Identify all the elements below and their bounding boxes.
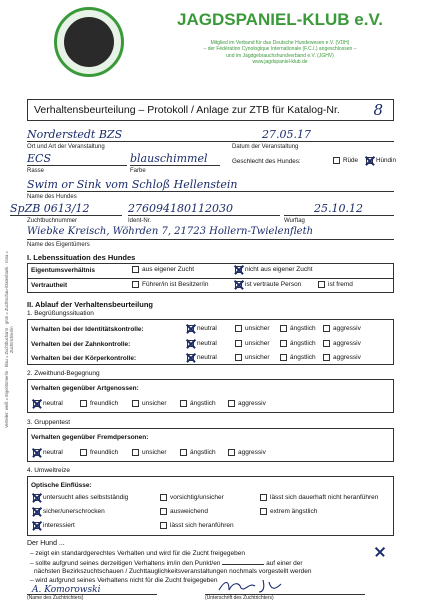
section-2-title: II. Ablauf der Verhaltensbeurteilung bbox=[27, 300, 153, 309]
teeth-anxious-checkbox[interactable] bbox=[280, 340, 287, 347]
dog-insecure-checkbox[interactable] bbox=[132, 400, 139, 407]
points-blank[interactable] bbox=[222, 564, 264, 565]
own-breeding-option[interactable]: aus eigener Zucht bbox=[132, 266, 194, 273]
teeth-neutral-option[interactable]: neutral bbox=[187, 340, 217, 347]
subsection-group-test: 3. Gruppentest bbox=[27, 419, 70, 426]
not-own-breeding-checkbox[interactable] bbox=[235, 266, 242, 273]
env-never-approach-option[interactable]: lässt sich dauerhaft nicht heranführen bbox=[260, 494, 378, 501]
people-insecure-option[interactable]: unsicher bbox=[132, 449, 167, 456]
owner-label: Name des Eigentümers bbox=[27, 242, 90, 248]
dog-name-field[interactable]: Swim or Sink vom Schloß Hellenstein bbox=[27, 178, 394, 192]
subsection-second-dog: 2. Zweithund-Begegnung bbox=[27, 370, 100, 377]
whelp-label: Wurftag bbox=[284, 218, 305, 224]
club-name: JAGDSPANIEL-KLUB e.V. bbox=[177, 10, 383, 29]
form-title-box bbox=[27, 99, 394, 121]
people-neutral-checkbox[interactable] bbox=[33, 449, 40, 456]
trusted-person-option[interactable]: ist vertraute Person bbox=[235, 281, 301, 288]
env-extremely-anxious-option[interactable]: extrem ängstlich bbox=[260, 508, 317, 515]
people-aggressive-option[interactable]: aggressiv bbox=[228, 449, 266, 456]
club-affiliations: Mitglied im Verband für das Deutsche Hundewesen e.V. (VDH) – der Fédération Cynologique Internationale (F.C.I.) angeschlossen – und im Jagdgebrauchshundverband e.V. (JGHV) www.jagdspaniel-klub.de bbox=[203, 40, 357, 65]
chip-label: Ident-Nr. bbox=[128, 218, 152, 224]
people-aggressive-checkbox[interactable] bbox=[228, 449, 235, 456]
body-neutral-checkbox[interactable] bbox=[187, 354, 194, 361]
place-label: Ort und Art der Veranstaltung bbox=[27, 144, 105, 150]
judge-name-value[interactable]: A. Komorowski bbox=[32, 585, 101, 595]
dog-friendly-checkbox[interactable] bbox=[80, 400, 87, 407]
own-breeding-checkbox[interactable] bbox=[132, 266, 139, 273]
place-field[interactable]: Norderstedt BZS bbox=[27, 128, 267, 142]
body-neutral-option[interactable]: neutral bbox=[187, 354, 217, 361]
not-own-breeding-option[interactable]: nicht aus eigener Zucht bbox=[235, 266, 313, 273]
sex-male-option[interactable]: Rüde bbox=[333, 157, 358, 164]
color-label: Farbe bbox=[130, 168, 146, 174]
section-1-title: I. Lebenssituation des Hundes bbox=[27, 253, 136, 262]
body-anxious-option[interactable]: ängstlich bbox=[280, 354, 316, 361]
body-aggressive-option[interactable]: aggressiv bbox=[323, 354, 361, 361]
teeth-aggressive-checkbox[interactable] bbox=[323, 340, 330, 347]
trusted-person-checkbox[interactable] bbox=[235, 281, 242, 288]
subsection-environment: 4. Umweltreize bbox=[27, 467, 70, 474]
id-check-label: Verhalten bei der Identitätskontrolle: bbox=[31, 326, 144, 333]
handler-owner-checkbox[interactable] bbox=[132, 281, 139, 288]
ownership-label: Eigentumsverhältnis bbox=[31, 267, 95, 274]
id-aggressive-checkbox[interactable] bbox=[323, 325, 330, 332]
dog-anxious-checkbox[interactable] bbox=[180, 400, 187, 407]
result-heading: Der Hund ... bbox=[27, 540, 65, 547]
env-approachable-checkbox[interactable] bbox=[160, 522, 167, 529]
env-confident-checkbox[interactable] bbox=[33, 508, 40, 515]
handler-owner-option[interactable]: Führer/in ist Besitzer/in bbox=[132, 281, 208, 288]
dog-neutral-option[interactable]: neutral bbox=[33, 400, 63, 407]
id-neutral-checkbox[interactable] bbox=[187, 325, 194, 332]
result-reexamine: – sollte aufgrund seines derzeitigen Verhaltens im/in den Punkt/en auf einer der bbox=[30, 560, 303, 567]
id-insecure-option[interactable]: unsicher bbox=[235, 325, 270, 332]
dog-aggressive-option[interactable]: aggressiv bbox=[228, 400, 266, 407]
result-approved-mark[interactable] bbox=[377, 549, 385, 557]
env-evasive-checkbox[interactable] bbox=[160, 508, 167, 515]
stranger-checkbox[interactable] bbox=[318, 281, 325, 288]
owner-field[interactable]: Wiebke Kreisch, Wöhrden 7, 21723 Hollern-Twielenfleth bbox=[27, 226, 394, 240]
env-extremely-anxious-checkbox[interactable] bbox=[260, 508, 267, 515]
dog-aggressive-checkbox[interactable] bbox=[228, 400, 235, 407]
dog-insecure-option[interactable]: unsicher bbox=[132, 400, 167, 407]
judge-name-label: (Name des Zuchtrichters) bbox=[27, 595, 84, 600]
familiarity-label: Vertrautheit bbox=[31, 282, 68, 289]
body-check-label: Verhalten bei der Körperkontrolle: bbox=[31, 355, 137, 362]
chip-field[interactable]: 276094180112030 bbox=[128, 202, 280, 216]
distribution-note: Verteiler: weiß = Eigentümer/in · blau = Zuchtbuchamt · grün = Zuchtschau-/Datenbank · rosa = Zuchtrichter/in bbox=[4, 251, 14, 429]
color-field[interactable]: blauschimmel bbox=[130, 152, 220, 166]
env-confident-option[interactable]: sicher/unerschrocken bbox=[33, 508, 105, 515]
spaniel-head-icon bbox=[64, 17, 114, 67]
form-title: Verhaltensbeurteilung – Protokoll / Anlage zur ZTB für Katalog-Nr. bbox=[34, 104, 340, 116]
env-evasive-option[interactable]: ausweichend bbox=[160, 508, 208, 515]
result-approved: – zeigt ein standardgerechtes Verhalten und wird für die Zucht freigegeben bbox=[30, 550, 245, 557]
approved-x-mark bbox=[377, 549, 384, 556]
teeth-check-label: Verhalten bei der Zahnkontrolle: bbox=[31, 341, 131, 348]
body-anxious-checkbox[interactable] bbox=[280, 354, 287, 361]
studbook-label: Zuchtbuchnummer bbox=[27, 218, 78, 224]
female-checkbox[interactable] bbox=[366, 157, 373, 164]
id-insecure-checkbox[interactable] bbox=[235, 325, 242, 332]
people-friendly-checkbox[interactable] bbox=[80, 449, 87, 456]
people-friendly-option[interactable]: freundlich bbox=[80, 449, 118, 456]
teeth-neutral-checkbox[interactable] bbox=[187, 340, 194, 347]
env-interested-option[interactable]: interessiert bbox=[33, 522, 75, 529]
id-anxious-checkbox[interactable] bbox=[280, 325, 287, 332]
teeth-anxious-option[interactable]: ängstlich bbox=[280, 340, 316, 347]
people-insecure-checkbox[interactable] bbox=[132, 449, 139, 456]
env-approachable-option[interactable]: lässt sich heranführen bbox=[160, 522, 234, 529]
date-label: Datum der Veranstaltung bbox=[232, 144, 299, 150]
env-interested-checkbox[interactable] bbox=[33, 522, 40, 529]
id-anxious-option[interactable]: ängstlich bbox=[280, 325, 316, 332]
catalog-number[interactable]: 8 bbox=[373, 101, 383, 119]
strangers-label: Verhalten gegenüber Fremdpersonen: bbox=[31, 434, 149, 441]
male-checkbox[interactable] bbox=[333, 157, 340, 164]
dog-anxious-option[interactable]: ängstlich bbox=[180, 400, 216, 407]
id-aggressive-option[interactable]: aggressiv bbox=[323, 325, 361, 332]
stranger-option[interactable]: ist fremd bbox=[318, 281, 353, 288]
body-insecure-option[interactable]: unsicher bbox=[235, 354, 270, 361]
dog-name-label: Name des Hundes bbox=[27, 194, 77, 200]
breed-field[interactable]: ECS bbox=[27, 152, 127, 166]
people-neutral-option[interactable]: neutral bbox=[33, 449, 63, 456]
env-explores-checkbox[interactable] bbox=[33, 494, 40, 501]
body-aggressive-checkbox[interactable] bbox=[323, 354, 330, 361]
result-reexamine-cont: nächsten Bezirkszuchtschauen / Zuchttauglichkeitsveranstaltungen nochmals vorgestellt werden bbox=[34, 568, 312, 575]
section-1-divider bbox=[27, 278, 394, 279]
id-neutral-option[interactable]: neutral bbox=[187, 325, 217, 332]
whelp-date-field[interactable]: 25.10.12 bbox=[284, 202, 394, 216]
judge-signature bbox=[215, 578, 290, 594]
env-explores-option[interactable]: untersucht alles selbstständig bbox=[33, 494, 128, 501]
dog-neutral-checkbox[interactable] bbox=[33, 400, 40, 407]
optical-label: Optische Einflüsse: bbox=[31, 482, 92, 489]
signature-label: (Unterschrift des Zuchtrichters) bbox=[205, 595, 274, 600]
env-cautious-checkbox[interactable] bbox=[160, 494, 167, 501]
subsection-greeting: 1. Begrüßungssituation bbox=[27, 310, 94, 317]
env-cautious-option[interactable]: vorsichtig/unsicher bbox=[160, 494, 224, 501]
people-anxious-checkbox[interactable] bbox=[180, 449, 187, 456]
body-insecure-checkbox[interactable] bbox=[235, 354, 242, 361]
teeth-insecure-checkbox[interactable] bbox=[235, 340, 242, 347]
dog-friendly-option[interactable]: freundlich bbox=[80, 400, 118, 407]
sex-question: Geschlecht des Hundes: bbox=[232, 158, 301, 165]
breed-label: Rasse bbox=[27, 168, 45, 174]
people-anxious-option[interactable]: ängstlich bbox=[180, 449, 216, 456]
teeth-insecure-option[interactable]: unsicher bbox=[235, 340, 270, 347]
env-never-approach-checkbox[interactable] bbox=[260, 494, 267, 501]
sex-female-option[interactable]: Hündin bbox=[366, 157, 396, 164]
studbook-field[interactable]: SpZB 0613/12 bbox=[10, 202, 122, 216]
teeth-aggressive-option[interactable]: aggressiv bbox=[323, 340, 361, 347]
date-field[interactable]: 27.05.17 bbox=[232, 128, 394, 142]
result-not-approved: – wird aufgrund seines Verhaltens nicht für die Zucht freigegeben bbox=[30, 577, 218, 584]
conspecifics-label: Verhalten gegenüber Artgenossen: bbox=[31, 385, 139, 392]
club-logo bbox=[54, 7, 124, 77]
